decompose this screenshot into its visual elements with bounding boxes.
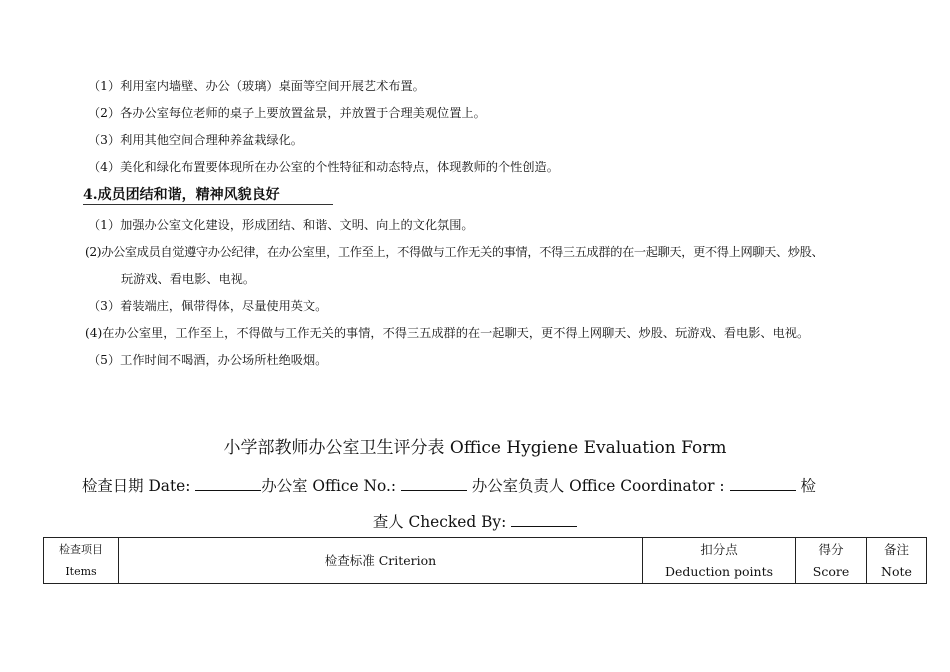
- form-checked-line: [0, 511, 950, 532]
- section4-heading: 4.成员团结和谐，精神风貌良好: [83, 187, 280, 203]
- office-blank: [401, 475, 467, 491]
- header-note: 备注 Note: [867, 538, 927, 584]
- section3-item-1: （1）利用室内墙壁、办公（玻璃）桌面等空间开展艺术布置。: [88, 79, 425, 93]
- section3-item-3: （3）利用其他空间合理种养盆栽绿化。: [88, 133, 303, 147]
- header-items: 检查项目 Items: [44, 538, 119, 584]
- checked-blank: [511, 511, 577, 527]
- section3-item-4: （4）美化和绿化布置要体现所在办公室的个性特征和动态特点，体现教师的个性创造。: [88, 160, 559, 174]
- date-blank: [195, 475, 261, 491]
- header-criterion: 检查标准 Criterion: [119, 538, 643, 584]
- coordinator-label: 办公室负责人 Office Coordinator :: [471, 477, 725, 495]
- evaluation-table: [43, 537, 927, 584]
- checked-label: 查人 Checked By:: [372, 513, 507, 531]
- section3-item-2: （2）各办公室每位老师的桌子上要放置盆景，并放置于合理美观位置上。: [88, 106, 486, 120]
- date-label: 检查日期 Date:: [82, 477, 191, 495]
- office-label: 办公室 Office No.:: [261, 477, 397, 495]
- section4-item-2-continued: 玩游戏、看电影、电视。: [121, 272, 256, 286]
- form-title: 小学部教师办公室卫生评分表 Office Hygiene Evaluation Form: [223, 438, 727, 458]
- header-score: 得分 Score: [796, 538, 867, 584]
- section4-item-1: （1）加强办公室文化建设，形成团结、和谐、文明、向上的文化氛围。: [88, 218, 474, 232]
- coordinator-blank: [730, 475, 796, 491]
- section4-item-5: （5）工作时间不喝酒，办公场所杜绝吸烟。: [88, 353, 328, 367]
- section4-item-4: (4)在办公室里，工作至上，不得做与工作无关的事情，不得三五成群的在一起聊天，更不得上网聊天、炒股、玩游戏、看电影、电视。: [85, 326, 810, 340]
- table-header-row: [44, 538, 927, 584]
- form-meta-line: [82, 475, 816, 496]
- checked-prefix: 检: [800, 477, 816, 495]
- heading-underline: [83, 204, 333, 205]
- section4-item-3: （3）着装端庄，佩带得体，尽量使用英文。: [88, 299, 328, 313]
- section4-item-2: (2)办公室成员自觉遵守办公纪律，在办公室里，工作至上，不得做与工作无关的事情，不得三五成群的在一起聊天，更不得上网聊天、炒股、: [85, 245, 824, 259]
- header-deduction: 扣分点 Deduction points: [643, 538, 796, 584]
